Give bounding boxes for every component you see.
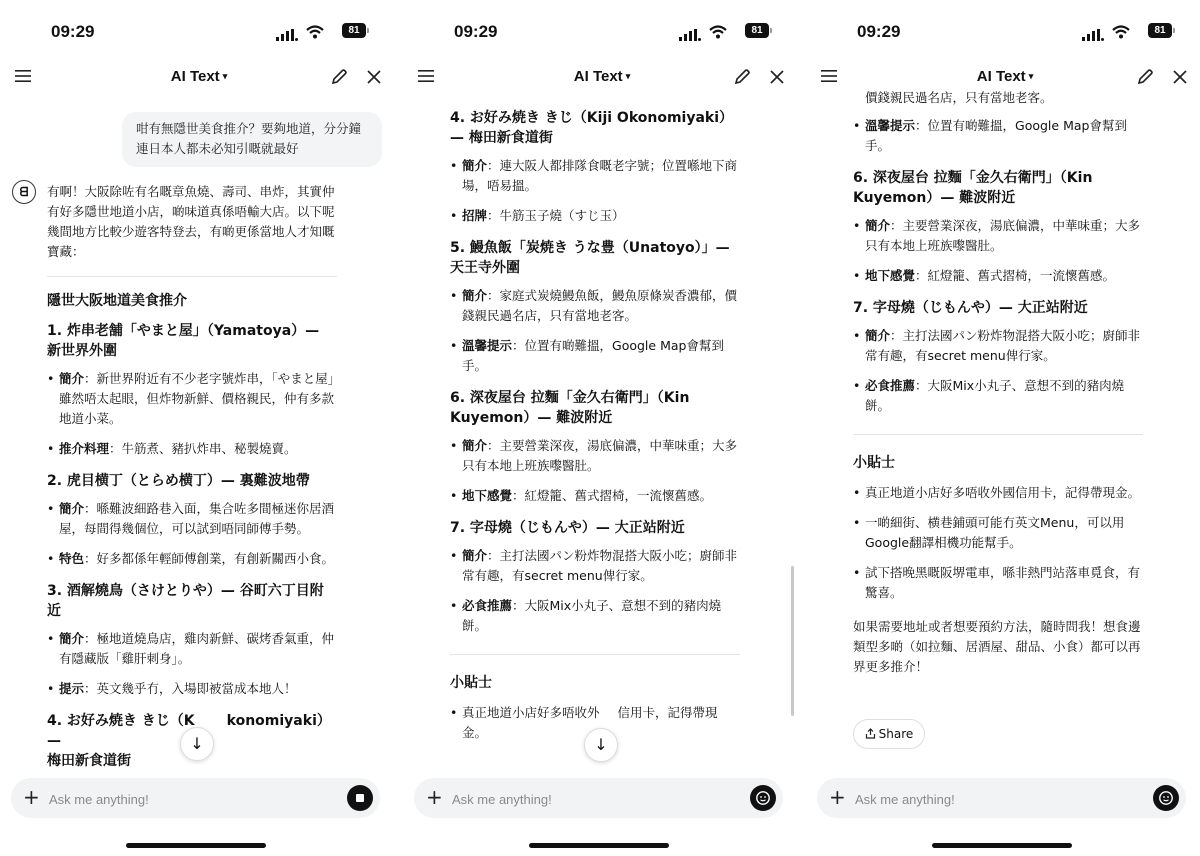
pencil-edit-icon[interactable] [1136, 68, 1154, 90]
divider [450, 654, 740, 655]
section-list-7 [450, 546, 740, 636]
chevron-down-icon: ▾ [1028, 71, 1034, 81]
section-title-7: 7. 字母燒（じもんや）— 大正站附近 [450, 520, 685, 536]
cellular-signal-icon [1082, 26, 1104, 45]
status-bar [407, 18, 797, 48]
phone-screen-2 [407, 0, 797, 856]
section-list-5 [450, 286, 740, 376]
battery-indicator: 81 [342, 23, 366, 38]
chat-input-bar [414, 778, 783, 818]
home-indicator [126, 843, 266, 848]
section-title-2: 2. 虎目横丁（とらめ横丁）— 裏難波地帶 [47, 473, 310, 489]
section-title-4: 4. お好み焼き きじ（K konomiyaki）— 梅田新食道街 [47, 713, 331, 769]
section-title-5: 5. 鰻魚飯「炭焼き うな豊（Unatoyo）」— 天王寺外圍 [450, 240, 730, 276]
nav-bar [4, 62, 394, 94]
section-title-1: 1. 炸串老舗「やまと屋」（Yamatoya）— 新世界外圍 [47, 323, 320, 359]
ai-response [450, 108, 740, 743]
voice-chat-icon [755, 790, 771, 806]
divider [47, 276, 337, 277]
chat-input-bar [817, 778, 1186, 818]
user-message-bubble: 咁有無隱世美食推介？要夠地道，分分鐘連日本人都未必知引嘅就最好 [122, 112, 382, 167]
voice-chat-icon [1158, 790, 1174, 806]
list-item: • 真正地道小店好多唔收外 信用卡，記得帶現 金。 [450, 703, 740, 743]
list-item: • 簡介：主要營業深夜，湯底偏濃，中華味重；大多只有本地上班族嚟醫肚。 [450, 436, 740, 476]
section-list-6 [853, 216, 1143, 286]
section-list-6 [450, 436, 740, 506]
chat-input[interactable] [450, 788, 724, 810]
phone-screen-1 [4, 0, 394, 856]
list-item: • 地下感覺：紅燈籠、舊式摺椅，一流懷舊感。 [853, 266, 1143, 286]
list-item: • 推介料理：牛筋煮、豬扒炸串、秘製燒賣。 [47, 439, 337, 459]
intro-text: 有啊！大阪除咗有名嘅章魚燒、壽司、串炸，其實仲有好多隱世地道小店，啲味道真係唔輸大店。以下呢幾間地方比較少遊客特登去，有啲更係當地人才知嘅寶藏： [47, 184, 335, 259]
chat-input[interactable] [853, 788, 1127, 810]
section-title-6: 6. 深夜屋台 拉麵「金久右衛門」（Kin Kuyemon）— 難波附近 [450, 390, 690, 426]
scroll-down-button[interactable]: ↓ [584, 728, 618, 762]
list-item: • 特色：好多都係年輕師傅創業，有創新關西小食。 [47, 549, 337, 569]
chevron-down-icon: ▾ [222, 71, 228, 81]
list-item: • 簡介：主打法國パン粉炸物混搭大阪小吃；廚師非常有趣，有secret menu俾行家。 [853, 326, 1143, 366]
list-item: • 簡介：主打法國パン粉炸物混搭大阪小吃；廚師非常有趣，有secret menu俾行家。 [450, 546, 740, 586]
voice-chat-button[interactable] [1153, 785, 1179, 811]
list-item: • 真正地道小店好多唔收外國信用卡，記得帶現金。 [853, 483, 1143, 503]
plus-icon[interactable]: + [23, 785, 40, 809]
share-label: Share [878, 727, 914, 741]
list-item: • 簡介：極地道燒鳥店，雞肉新鮮、碳烤香氣重，仲有隱藏版「雞肝刺身」。 [47, 629, 337, 669]
tips-list [853, 483, 1143, 603]
list-item: • 必食推薦：大阪Mix小丸子、意想不到的豬肉燒餅。 [853, 376, 1143, 416]
ai-assistant-avatar-icon: ᗺ [12, 180, 36, 204]
list-item: • 溫馨提示：位置有啲難搵，Google Map會幫到手。 [853, 116, 1143, 156]
clipped-text: 價錢親民過名店，只有當地老客。 [865, 90, 1053, 105]
tips-heading: 小貼士 [450, 675, 492, 691]
list-item: • 簡介：連大阪人都排隊食嘅老字號；位置喺地下商場，唔易搵。 [450, 156, 740, 196]
list-item: • 簡介：新世界附近有不少老字號炸串，「やまと屋」雖然唔太起眼，但炸物新鮮、價格親民，仲有多款地道小菜。 [47, 369, 337, 429]
phone-screen-3 [810, 0, 1200, 856]
list-item: • 試下搭晚黑嘅阪堺電車，喺非熱門站落車覓食，有驚喜。 [853, 563, 1143, 603]
list-item: • 招牌：牛筋玉子燒（すじ玉） [450, 206, 740, 226]
close-icon[interactable] [1172, 69, 1188, 89]
list-item: • 溫馨提示：位置有啲難搵，Google Map會幫到手。 [450, 336, 740, 376]
voice-chat-button[interactable] [750, 785, 776, 811]
nav-bar [407, 62, 797, 94]
list-item: • 簡介：家庭式炭燒鰻魚飯，鰻魚原條炭香濃郁，價錢親民過名店，只有當地老客。 [450, 286, 740, 326]
section-title-4: 4. お好み焼き きじ（Kiji Okonomiyaki）— 梅田新食道街 [450, 110, 734, 146]
battery-indicator: 81 [745, 23, 769, 38]
ai-response [47, 182, 337, 771]
close-icon[interactable] [366, 69, 382, 89]
chat-input[interactable] [47, 788, 321, 810]
status-time: 09:29 [857, 22, 901, 41]
list-item: • 必食推薦：大阪Mix小丸子、意想不到的豬肉燒餅。 [450, 596, 740, 636]
section-title-3: 3. 酒解燒鳥（さけとりや）— 谷町六丁目附近 [47, 583, 324, 619]
cellular-signal-icon [276, 26, 298, 45]
chevron-down-icon: ▾ [625, 71, 631, 81]
share-button[interactable] [853, 719, 925, 749]
stop-generating-button[interactable] [347, 785, 373, 811]
stop-icon [356, 794, 364, 802]
wifi-icon [709, 24, 727, 43]
model-title: AI Text [170, 68, 220, 85]
scrollbar[interactable] [791, 566, 794, 716]
model-title: AI Text [573, 68, 623, 85]
closing-text: 如果需要地址或者想要預約方法，隨時問我！想食邊類型多啲（如拉麵、居酒屋、甜品、小食）都可以再界更多推介！ [853, 619, 1141, 674]
list-item: • 簡介：主要營業深夜，湯底偏濃，中華味重；大多只有本地上班族嚟醫肚。 [853, 216, 1143, 256]
chat-input-bar [11, 778, 380, 818]
section-list-7 [853, 326, 1143, 416]
section-title-7: 7. 字母燒（じもんや）— 大正站附近 [853, 300, 1088, 316]
plus-icon[interactable]: + [426, 785, 443, 809]
divider [853, 434, 1143, 435]
list-item: • 一啲細街、横巷鋪頭可能冇英文Menu，可以用Google翻譯相機功能幫手。 [853, 513, 1143, 553]
chat-content [810, 90, 1200, 770]
model-title: AI Text [976, 68, 1026, 85]
cellular-signal-icon [679, 26, 701, 45]
status-bar [810, 18, 1200, 48]
status-time: 09:29 [51, 22, 95, 41]
section-list-1 [47, 369, 337, 459]
wifi-icon [1112, 24, 1130, 43]
scroll-down-button[interactable]: ↓ [180, 727, 214, 761]
section-list-3 [47, 629, 337, 699]
response-heading: 隱世大阪地道美食推介 [47, 293, 187, 309]
section-title-6: 6. 深夜屋台 拉麵「金久右衛門」（Kin Kuyemon）— 難波附近 [853, 170, 1093, 206]
home-indicator [529, 843, 669, 848]
plus-icon[interactable]: + [829, 785, 846, 809]
list-item: • 簡介：喺難波細路巷入面，集合咗多間極迷你居酒屋，每間得幾個位，可以試到唔同師傅手勢。 [47, 499, 337, 539]
list-item: • 提示：英文幾乎冇，入場即被當成本地人！ [47, 679, 337, 699]
chat-content [407, 100, 797, 770]
section-list-2 [47, 499, 337, 569]
section-list-4 [450, 156, 740, 226]
pencil-edit-icon[interactable] [330, 68, 348, 90]
list-item: • 地下感覺：紅燈籠、舊式摺椅，一流懷舊感。 [450, 486, 740, 506]
status-time: 09:29 [454, 22, 498, 41]
share-icon [865, 728, 876, 739]
status-bar [4, 18, 394, 48]
wifi-icon [306, 24, 324, 43]
pencil-edit-icon[interactable] [733, 68, 751, 90]
battery-indicator: 81 [1148, 23, 1172, 38]
close-icon[interactable] [769, 69, 785, 89]
tips-heading: 小貼士 [853, 455, 895, 471]
home-indicator [932, 843, 1072, 848]
section-list-5 [853, 116, 1143, 156]
ai-response [853, 88, 1143, 677]
chat-content [4, 100, 394, 770]
